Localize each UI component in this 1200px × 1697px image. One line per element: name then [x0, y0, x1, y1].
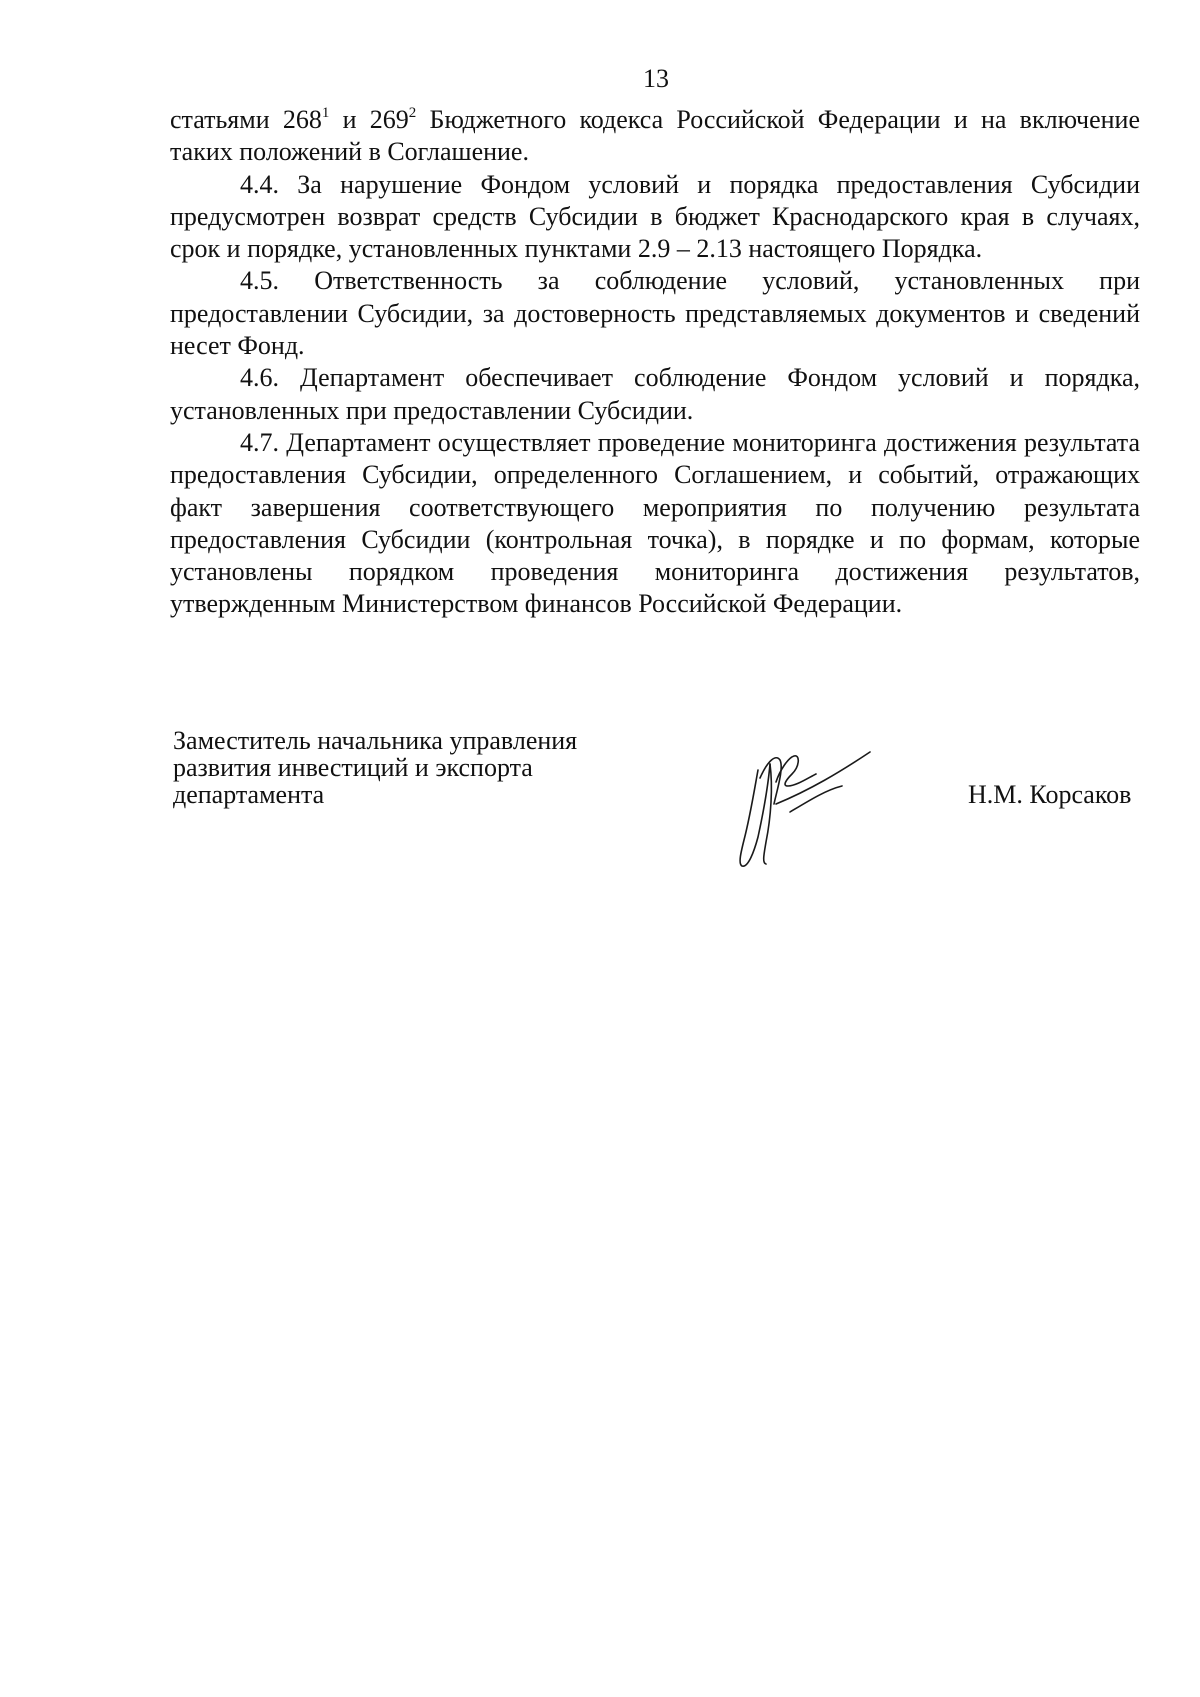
signer-position	[173, 727, 653, 808]
paragraph-4-7	[170, 427, 1140, 621]
signer-name: Н.М. Корсаков	[968, 780, 1132, 809]
paragraph-text: статьями 268	[170, 105, 322, 134]
paragraph-text: 4.4. За нарушение Фондом условий и порядка предоставления Субсидии предусмотрен возврат средств Субсидии в бюджет Краснодарского края в случаях, срок и порядке, установленных пунктами 2.9 – 2.13 настоящего Порядка.	[170, 169, 1140, 264]
paragraph-text: 4.5. Ответственность за соблюдение условий, установленных при предоставлении Субсидии, за достоверность представляемых документов и сведений несет Фонд.	[170, 266, 1140, 361]
paragraph-text: 4.7. Департамент осуществляет проведение мониторинга достижения результата предоставления Субсидии, определенного Соглашением, и событий, отражающих факт завершения соответствующего мероприятия по получению результата предоставления Субсидии (контрольная точка), в порядке и по формам, которые установлены порядком проведения мониторинга достижения результатов, утвержденным Министерством финансов Российской Федерации.	[170, 427, 1140, 619]
paragraph-4-6	[170, 362, 1140, 427]
superscript: 2	[408, 105, 417, 121]
paragraph-text: Бюджетного кодекса Российской Федерации и на включение таких положений в Соглашение.	[170, 105, 1140, 167]
superscript: 1	[321, 105, 330, 121]
paragraph-continuation	[170, 104, 1140, 169]
signer-position-line: развития инвестиций и экспорта	[173, 753, 533, 782]
paragraph-4-4	[170, 169, 1140, 266]
document-body	[170, 104, 1140, 621]
paragraph-text: 4.6. Департамент обеспечивает соблюдение Фондом условий и порядка, установленных при предоставлении Субсидии.	[170, 363, 1140, 425]
signature-block	[173, 727, 1143, 877]
signer-position-line: Заместитель начальника управления	[173, 726, 578, 755]
paragraph-text: и 269	[329, 105, 409, 134]
page-number: 13	[643, 64, 669, 93]
handwritten-signature-icon	[730, 742, 910, 872]
paragraph-4-5	[170, 265, 1140, 362]
signer-position-line: департамента	[173, 780, 325, 809]
